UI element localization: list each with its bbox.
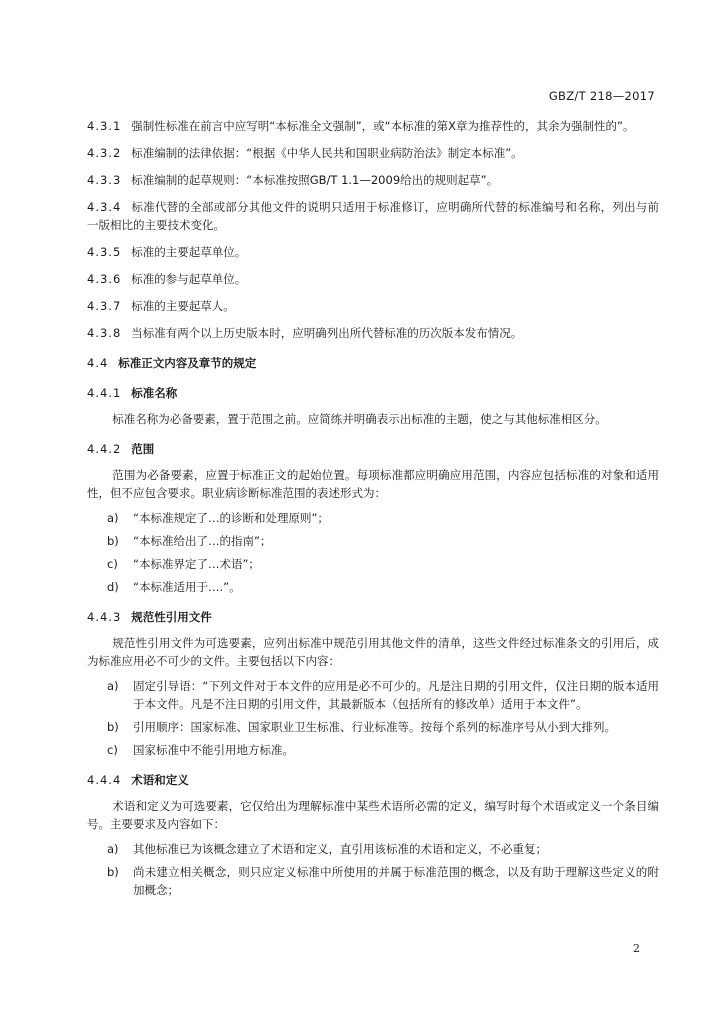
section-number: 4.4.4 — [87, 773, 122, 787]
clause-4-3-4 — [87, 198, 659, 234]
document-body — [87, 117, 659, 907]
list-marker: d) — [107, 580, 119, 594]
list-marker: a) — [107, 511, 119, 525]
list-text: “本标准适用于….”。 — [133, 580, 241, 594]
list-item — [87, 741, 659, 759]
normative-references-list — [87, 677, 659, 759]
clause-4-3-1 — [87, 117, 659, 135]
section-heading-4-4 — [87, 354, 659, 372]
list-marker: b) — [107, 534, 119, 548]
clause-4-3-3 — [87, 171, 659, 189]
clause-text: 标准的主要起草人。 — [131, 299, 235, 313]
paragraph-scope: 范围为必备要素，应置于标准正文的起始位置。每项标准都应明确应用范围，内容应包括标准的对象和适用性，但不应包含要求。职业病诊断标准范围的表述形式为： — [87, 468, 659, 500]
section-title: 术语和定义 — [131, 773, 189, 787]
clause-number: 4.3.2 — [87, 146, 122, 160]
section-heading-4-4-4 — [87, 771, 659, 789]
clause-4-3-5 — [87, 243, 659, 261]
page-number: 2 — [633, 942, 640, 955]
list-marker: c) — [107, 557, 118, 571]
list-text: 引用顺序：国家标准、国家职业卫生标准、行业标准等。按每个系列的标准序号从小到大排列。 — [133, 720, 616, 734]
list-item — [87, 677, 659, 713]
section-heading-4-4-3 — [87, 608, 659, 626]
clause-4-3-2 — [87, 144, 659, 162]
scope-list — [87, 509, 659, 596]
list-text: 固定引导语：“下列文件对于本文件的应用是必不可少的。凡是注日期的引用文件，仅注日期的版本适用于本文件。凡是不注日期的引用文件，其最新版本（包括所有的修改单）适用于本文件”。 — [133, 679, 659, 711]
terms-definitions-list — [87, 840, 659, 899]
section-title: 范围 — [131, 442, 155, 456]
clause-number: 4.3.6 — [87, 272, 122, 286]
list-marker: b) — [107, 865, 119, 879]
clause-text: 强制性标准在前言中应写明“本标准全文强制”，或“本标准的第X章为推荐性的，其余为强制性的”。 — [131, 119, 635, 133]
list-text: “本标准界定了…术语”； — [133, 557, 260, 571]
list-marker: c) — [107, 743, 118, 757]
clause-number: 4.3.5 — [87, 245, 122, 259]
list-item — [87, 509, 659, 527]
clause-text: 标准编制的起草规则：“本标准按照GB/T 1.1—2009给出的规则起草”。 — [131, 173, 499, 187]
clause-4-3-6 — [87, 270, 659, 288]
clause-text: 标准的主要起草单位。 — [131, 245, 247, 259]
list-item — [87, 718, 659, 736]
section-heading-4-4-2 — [87, 440, 659, 458]
section-title: 规范性引用文件 — [131, 610, 212, 624]
clause-number: 4.3.4 — [87, 200, 122, 214]
list-marker: a) — [107, 679, 119, 693]
list-text: 尚未建立相关概念，则只应定义标准中所使用的并属于标准范围的概念，以及有助于理解这些定义的附加概念； — [133, 865, 659, 897]
clause-4-3-7 — [87, 297, 659, 315]
paragraph-title-rule: 标准名称为必备要素，置于范围之前。应简练并明确表示出标准的主题，使之与其他标准相区分。 — [112, 412, 607, 426]
clause-text: 当标准有两个以上历史版本时，应明确列出所代替标准的历次版本发布情况。 — [131, 326, 523, 340]
document-id: GBZ/T 218—2017 — [548, 89, 655, 103]
section-title: 标准正文内容及章节的规定 — [118, 356, 257, 370]
list-item — [87, 532, 659, 550]
section-number: 4.4.3 — [87, 610, 122, 624]
clause-number: 4.3.3 — [87, 173, 122, 187]
list-marker: a) — [107, 842, 119, 856]
clause-number: 4.3.7 — [87, 299, 122, 313]
clause-text: 标准代替的全部或部分其他文件的说明只适用于标准修订，应明确所代替的标准编号和名称，列出与前一版相比的主要技术变化。 — [87, 200, 659, 232]
list-text: “本标准给出了…的指南”； — [133, 534, 272, 548]
clause-4-3-8 — [87, 324, 659, 342]
paragraph-normative-references: 规范性引用文件为可选要素，应列出标准中规范引用其他文件的清单，这些文件经过标准条文的引用后，成为标准应用必不可少的文件。主要包括以下内容： — [87, 636, 659, 668]
list-item — [87, 840, 659, 858]
list-text: “本标准规定了…的诊断和处理原则”； — [133, 511, 329, 525]
section-number: 4.4 — [87, 356, 109, 370]
list-item — [87, 555, 659, 573]
section-title: 标准名称 — [131, 386, 178, 400]
clause-text: 标准的参与起草单位。 — [131, 272, 247, 286]
clause-number: 4.3.8 — [87, 326, 122, 340]
section-heading-4-4-1 — [87, 384, 659, 402]
section-number: 4.4.2 — [87, 442, 122, 456]
section-number: 4.4.1 — [87, 386, 122, 400]
list-item — [87, 578, 659, 596]
list-text: 其他标准已为该概念建立了术语和定义，直引用该标准的术语和定义，不必重复； — [133, 842, 547, 856]
clause-text: 标准编制的法律依据：“根据《中华人民共和国职业病防治法》制定本标准”。 — [131, 146, 523, 160]
list-item — [87, 863, 659, 899]
clause-number: 4.3.1 — [87, 119, 122, 133]
list-marker: b) — [107, 720, 119, 734]
list-text: 国家标准中不能引用地方标准。 — [133, 743, 294, 757]
paragraph-terms-definitions: 术语和定义为可选要素，它仅给出为理解标准中某些术语所必需的定义，编写时每个术语或定义一个条目编号。主要要求及内容如下： — [87, 799, 659, 831]
